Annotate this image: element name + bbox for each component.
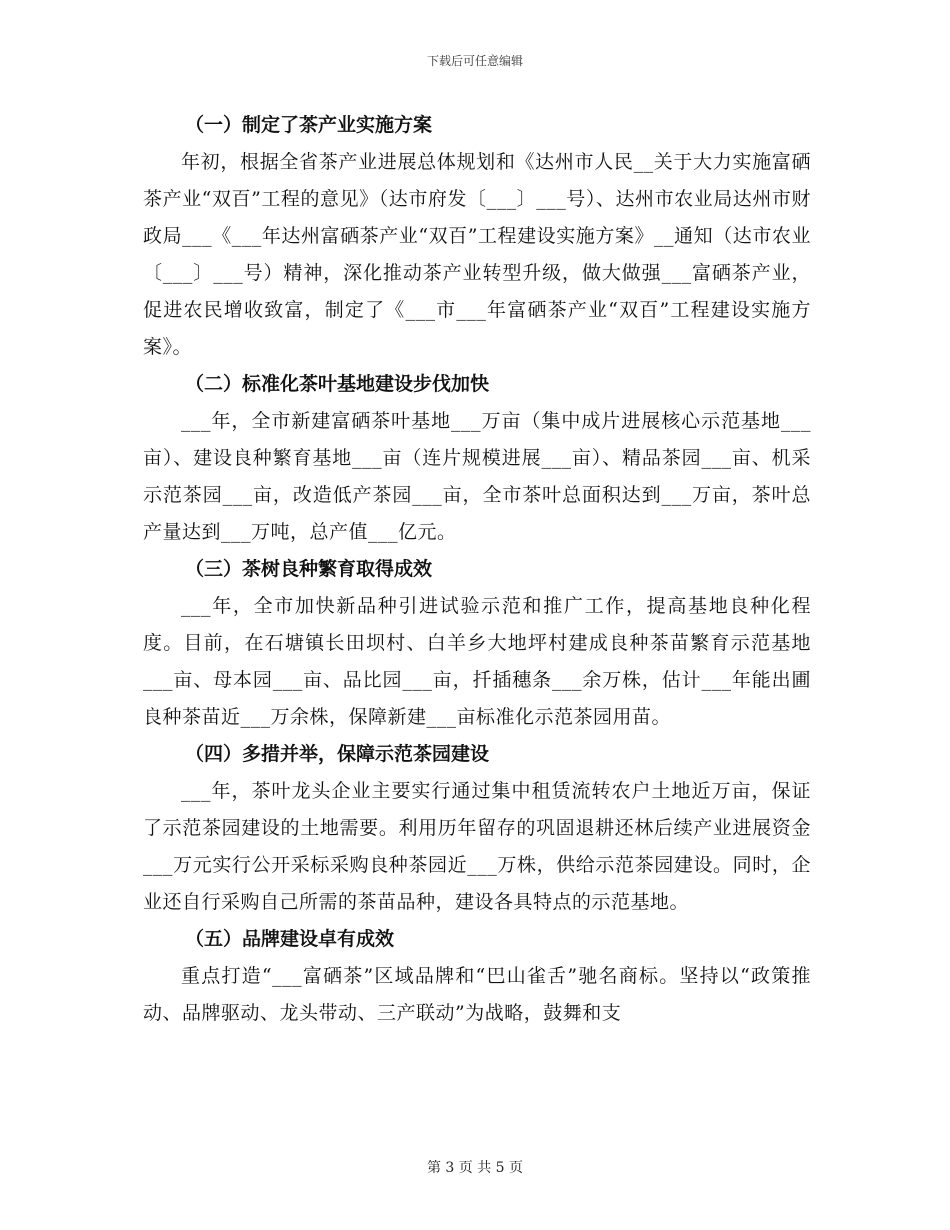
section-paragraph: 重点打造“___富硒茶”区域品牌和“巴山雀舌”驰名商标。坚持以“政策推动、品牌驱动、龙头带动、三产联动”为战略，鼓舞和支 <box>143 965 811 1024</box>
section-heading: （二）标准化茶叶基地建设步伐加快 <box>185 373 490 395</box>
section-2 <box>143 366 811 551</box>
section-heading: （四）多措并举，保障示范茶园建设 <box>185 743 490 765</box>
page-number: 第 3 页 共 5 页 <box>426 1160 524 1176</box>
section-5 <box>143 921 811 1032</box>
section-paragraph: ___年，茶叶龙头企业主要实行通过集中租赁流转农户土地近万亩，保证了示范茶园建设的土地需要。利用历年留存的巩固退耕还林后续产业进展资金___万元实行公开采标采购良种茶园近___万株，供给示范茶园建设。同时，企业还自行采购自己所需的茶苗品种，建设各具特点的示范基地。 <box>143 780 811 913</box>
section-paragraph: 年初，根据全省茶产业进展总体规划和《达州市人民__关于大力实施富硒茶产业“双百”工程的意见》（达市府发〔___〕___号）、达州市农业局达州市财政局___《___年达州富硒茶产业“双百”工程建设实施方案》__通知（达市农业〔___〕___号）精神，深化推动茶产业转型升级，做大做强___富硒茶产业，促进农民增收致富，制定了《___市___年富硒茶产业“双百”工程建设实施方案》。 <box>143 151 811 358</box>
section-4 <box>143 736 811 921</box>
document-body <box>143 107 811 1032</box>
section-3 <box>143 551 811 736</box>
section-1 <box>143 107 811 366</box>
section-heading: （五）品牌建设卓有成效 <box>185 928 395 950</box>
section-heading: （三）茶树良种繁育取得成效 <box>185 558 433 580</box>
section-paragraph: ___年，全市新建富硒茶叶基地___万亩（集中成片进展核心示范基地___亩）、建设良种繁育基地___亩（连片规模进展___亩）、精品茶园___亩、机采示范茶园___亩，改造低产茶园___亩，全市茶叶总面积达到___万亩，茶叶总产量达到___万吨，总产值___亿元。 <box>143 410 811 543</box>
section-heading: （一）制定了茶产业实施方案 <box>185 114 433 136</box>
page-header-note: 下载后可任意编辑 <box>426 54 523 68</box>
section-paragraph: ___年，全市加快新品种引进试验示范和推广工作，提高基地良种化程度。目前，在石塘镇长田坝村、白羊乡大地坪村建成良种茶苗繁育示范基地___亩、母本园___亩、品比园___亩，扦插穗条___余万株，估计___年能出圃良种茶苗近___万余株，保障新建___亩标准化示范茶园用苗。 <box>143 595 811 728</box>
